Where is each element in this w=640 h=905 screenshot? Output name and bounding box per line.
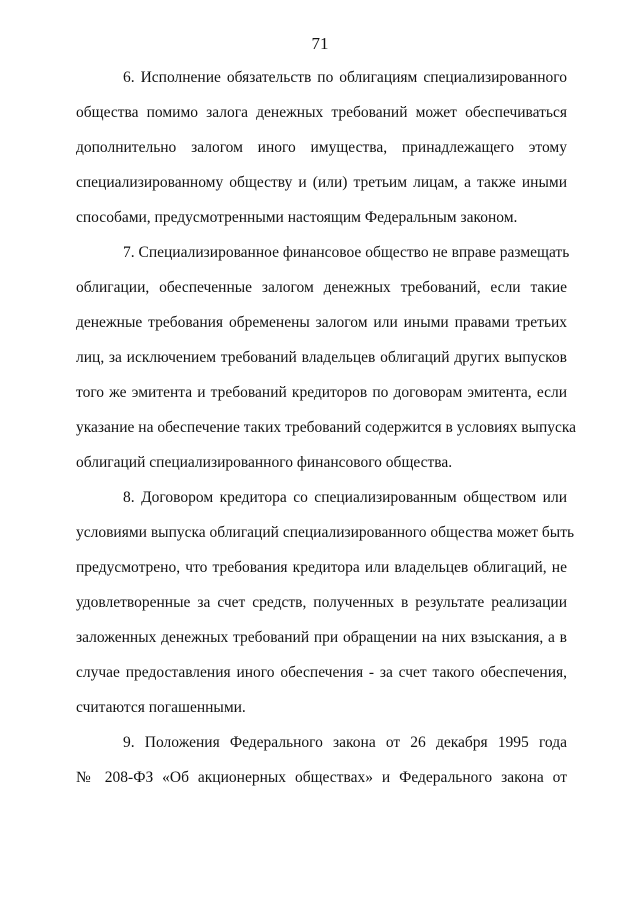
paragraph-line: условиями выпуска облигаций специализированного общества может быть <box>76 524 575 541</box>
paragraph-9 <box>76 731 567 801</box>
paragraph-line: способами, предусмотренными настоящим Федеральным законом. <box>76 209 518 226</box>
paragraph-line: того же эмитента и требований кредиторов по договорам эмитента, если <box>76 384 567 401</box>
paragraph-line: № 208-ФЗ «Об акционерных обществах» и Федерального закона от <box>76 769 567 786</box>
paragraph-line: 9. Положения Федерального закона от 26 декабря 1995 года <box>123 734 567 751</box>
paragraph-line: удовлетворенные за счет средств, полученных в результате реализации <box>76 594 567 611</box>
paragraph-line: лиц, за исключением требований владельцев облигаций других выпусков <box>76 349 567 366</box>
paragraph-line: 8. Договором кредитора со специализированным обществом или <box>123 489 567 506</box>
paragraph-line: денежные требования обременены залогом или иными правами третьих <box>76 314 567 331</box>
paragraph-line: дополнительно залогом иного имущества, принадлежащего этому <box>76 139 567 156</box>
page-number: 71 <box>311 34 329 53</box>
paragraph-line: облигации, обеспеченные залогом денежных требований, если такие <box>76 279 567 296</box>
paragraph-line: указание на обеспечение таких требований содержится в условиях выпуска <box>76 419 577 436</box>
paragraph-line: случае предоставления иного обеспечения - за счет такого обеспечения, <box>76 664 567 681</box>
paragraph-line: заложенных денежных требований при обращении на них взыскания, а в <box>76 629 567 646</box>
paragraph-7 <box>76 241 577 486</box>
paragraph-line: общества помимо залога денежных требований может обеспечиваться <box>76 104 567 121</box>
paragraph-line: предусмотрено, что требования кредитора или владельцев облигаций, не <box>76 559 567 576</box>
paragraph-6 <box>76 66 567 241</box>
paragraph-line: специализированному обществу и (или) третьим лицам, а также иными <box>76 174 567 191</box>
paragraph-line: считаются погашенными. <box>76 699 246 716</box>
paragraph-line: облигаций специализированного финансового общества. <box>76 454 453 471</box>
paragraph-line: 6. Исполнение обязательств по облигациям специализированного <box>123 69 567 86</box>
paragraph-8 <box>76 486 575 731</box>
paragraph-line: 7. Специализированное финансовое общество не вправе размещать <box>123 244 570 261</box>
